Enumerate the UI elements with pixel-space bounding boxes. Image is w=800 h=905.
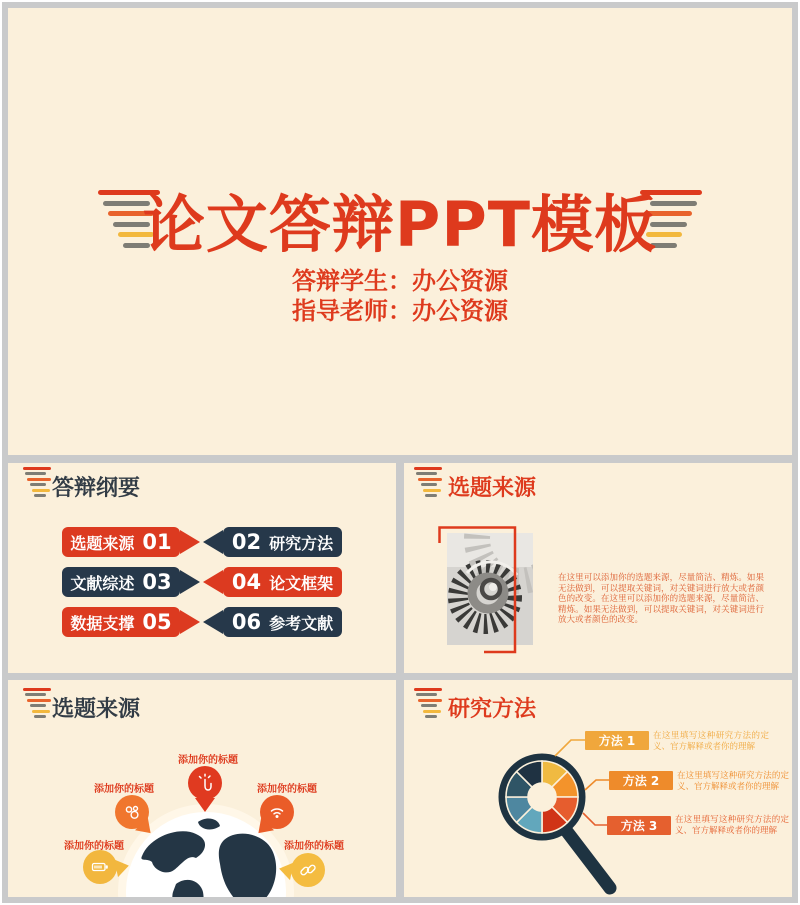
- pin-battery: [83, 850, 117, 884]
- method-desc-3: 在这里填写这种研究方法的定义、官方解释或者你的理解: [675, 815, 789, 836]
- slide-topic-source-globe[interactable]: [8, 680, 396, 897]
- cover-title: 论文答辩PPT模板: [142, 188, 658, 261]
- outline-bubble-1: [62, 527, 180, 557]
- outline-label: 论文框架: [269, 573, 334, 593]
- outline-bubble-3: [62, 567, 180, 597]
- pin-molecule: [115, 795, 149, 829]
- link-icon: [297, 859, 319, 881]
- slide-cover[interactable]: [8, 8, 792, 455]
- slide-outline[interactable]: [8, 463, 396, 673]
- outline-label: 参考文献: [269, 613, 334, 633]
- molecule-icon: [121, 801, 143, 823]
- outline-bubble-2: [223, 527, 342, 557]
- method-box-3: 方法 3: [607, 816, 671, 835]
- wifi-icon: [266, 801, 288, 823]
- connector-line-1: [555, 740, 585, 756]
- outline-bubble-4: [223, 567, 342, 597]
- method-box-2: 方法 2: [609, 771, 673, 790]
- pin-label: 添加你的标题: [64, 841, 124, 852]
- outline-bubble-6: [223, 607, 342, 637]
- funnel-lines-icon: [23, 688, 53, 719]
- pin-tap: [188, 766, 222, 800]
- cover-subtitle-teacher: 指导老师：办公资源: [292, 297, 508, 325]
- outline-label: 文献综述: [70, 573, 135, 593]
- pin-label: 添加你的标题: [284, 841, 344, 852]
- pin-label: 添加你的标题: [257, 784, 317, 795]
- method-desc-2: 在这里填写这种研究方法的定义、官方解释或者你的理解: [677, 771, 789, 792]
- donut-hole: [528, 783, 556, 811]
- slide-research-methods[interactable]: [404, 680, 792, 897]
- outline-number: 01: [142, 530, 172, 554]
- method-desc-1: 在这里填写这种研究方法的定义、官方解释或者你的理解: [653, 731, 769, 752]
- method-box-1: 方法 1: [585, 731, 649, 750]
- outline-number: 06: [231, 610, 262, 634]
- topic-source-body-text: 在这里可以添加你的选题来源，尽量简洁、精炼。如果无法做到，可以提取关键词，对关键词进行放大或者颜色的改变。在这里可以添加你的选题来源，尽量简洁、精炼。如果无法做到，可以提取关键词，对关键词进行放大或者颜色的改变。: [558, 573, 764, 625]
- outline-number: 04: [231, 570, 262, 594]
- funnel-lines-icon: [414, 467, 444, 498]
- cover-subtitle-student: 答辩学生：办公资源: [292, 267, 508, 295]
- outline-bubble-5: [62, 607, 180, 637]
- outline-heading: 答辩纲要: [52, 476, 141, 501]
- tap-icon: [194, 772, 216, 794]
- pin-label: 添加你的标题: [178, 755, 238, 766]
- magnifier-handle: [565, 829, 610, 888]
- funnel-lines-icon: [23, 467, 53, 498]
- methods-heading: 研究方法: [448, 697, 537, 722]
- outline-label: 研究方法: [269, 533, 334, 553]
- pin-label: 添加你的标题: [94, 784, 154, 795]
- photo-corner-frame: [438, 526, 518, 654]
- outline-number: 02: [231, 530, 262, 554]
- connector-line-3: [583, 813, 607, 825]
- topic-source-heading: 选题来源: [448, 476, 537, 501]
- outline-number: 03: [142, 570, 172, 594]
- outline-label: 数据支撑: [70, 613, 135, 633]
- slide-topic-source-photo[interactable]: [404, 463, 792, 673]
- outline-label: 选题来源: [70, 533, 135, 553]
- outline-number: 05: [142, 610, 172, 634]
- pin-link: [291, 853, 325, 887]
- pin-wifi: [260, 795, 294, 829]
- connector-line-2: [585, 780, 609, 790]
- battery-icon: [89, 856, 111, 878]
- topic-source-heading: 选题来源: [52, 697, 141, 722]
